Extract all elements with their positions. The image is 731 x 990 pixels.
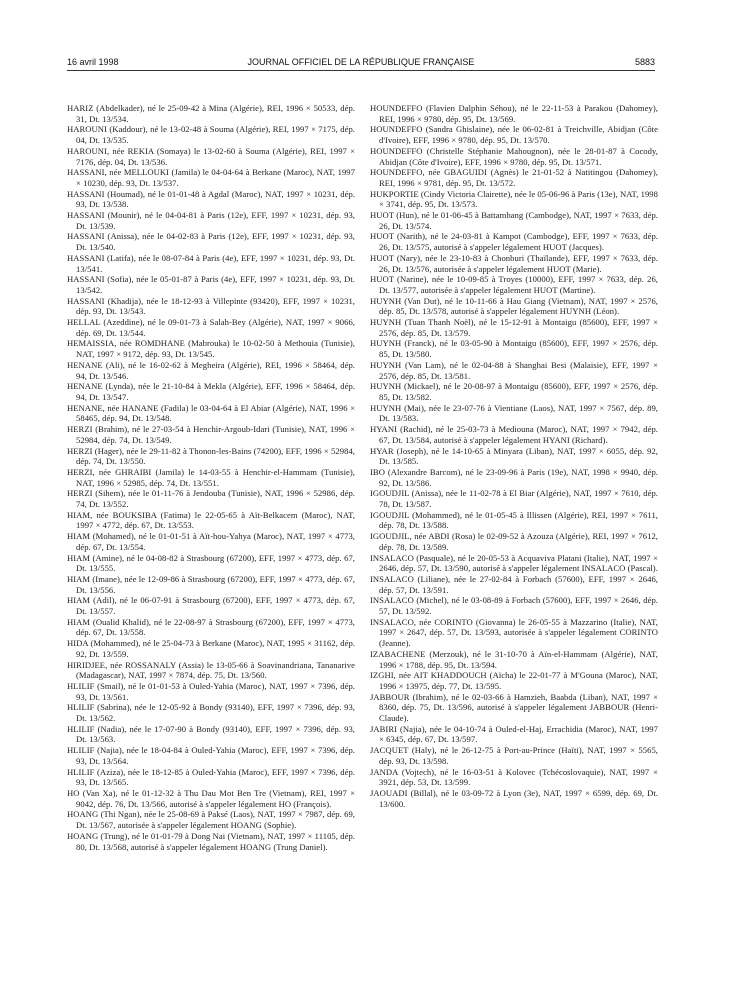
register-entry: JABBOUR (Ibrahim), né le 02-03-66 à Hamzieh, Baabda (Liban), NAT, 1997 × 8360, dép. 75, Dt. 13/596, autorisé à s'appeler légalement JABBOUR (Henri-Claude).	[370, 691, 658, 724]
register-entry: HUYNH (Franck), né le 03-05-90 à Montaigu (85600), EFF, 1997 × 2576, dép. 85, Dt. 13/580.	[370, 338, 658, 360]
register-entry: HUYNH (Tuan Thanh Noël), né le 15-12-91 à Montaigu (85600), EFF, 1997 × 2576, dép. 85, Dt. 13/579.	[370, 317, 658, 338]
register-entry: IGOUDJIL (Mohammed), né le 01-05-45 à Illissen (Algérie), REI, 1997 × 7611, dép. 78, Dt. 13/588.	[370, 509, 658, 531]
register-entry: HUOT (Narine), née le 10-09-85 à Troyes (10000), EFF, 1997 × 7633, dép. 26, Dt. 13/577, autorisée à s'appeler légalement HUOT (Martine).	[370, 274, 658, 295]
register-entry: HOUNDEFFO (Christelle Stéphanie Mahougnon), née le 28-01-87 à Cocody, Abidjan (Côte d'Ivoire), EFF, 1996 × 9780, dép. 95, Dt. 13/571.	[370, 145, 658, 167]
register-entry: HOUNDEFFO (Flavien Dalphin Séhou), né le 22-11-53 à Parakou (Dahomey), REI, 1996 × 9780, dép. 95, Dt. 13/569.	[370, 103, 658, 124]
register-entry: IZABACHENE (Merzouk), né le 31-10-70 à Aïn-el-Hammam (Algérie), NAT, 1996 × 1788, dép. 95, Dt. 13/594.	[370, 648, 658, 670]
register-entry: HOUNDEFFO, née GBAGUIDI (Agnès) le 21-01-52 à Natitingou (Dahomey), REI, 1996 × 9781, dép. 95, Dt. 13/572.	[370, 167, 658, 188]
register-entry: HAROUNI (Kaddour), né le 13-02-48 à Souma (Algérie), REI, 1997 × 7175, dép. 04, Dt. 13/535.	[67, 124, 355, 146]
register-entry: HLILIF (Sabrina), née le 12-05-92 à Bondy (93140), EFF, 1997 × 7396, dép. 93, Dt. 13/562.	[67, 702, 355, 724]
register-entry: HERZI (Hager), née le 29-11-82 à Thonon-les-Bains (74200), EFF, 1996 × 52984, dép. 74, Dt. 13/550.	[67, 445, 355, 467]
header-page-number: 5883	[634, 57, 655, 67]
register-entry: INSALACO (Michel), né le 03-08-89 à Forbach (57600), EFF, 1997 × 2646, dép. 57, Dt. 13/592.	[370, 595, 658, 617]
register-entry: HUKPORTIE (Cindy Victoria Clairette), née le 05-06-96 à Paris (13e), NAT, 1998 × 3741, dép. 95, Dt. 13/573.	[370, 188, 658, 210]
register-entry: HLILIF (Nadia), née le 17-07-90 à Bondy (93140), EFF, 1997 × 7396, dép. 93, Dt. 13/563.	[67, 723, 355, 745]
register-entry: HASSANI, née MELLOUKI (Jamila) le 04-04-64 à Berkane (Maroc), NAT, 1997 × 10230, dép. 93, Dt. 13/537.	[67, 167, 355, 188]
register-entry: HELLAL (Azeddine), né le 09-01-73 à Salah-Bey (Algérie), NAT, 1997 × 9066, dép. 69, Dt. 13/544.	[67, 317, 355, 338]
header-date: 16 avril 1998	[67, 57, 119, 67]
register-entry: HLILIF (Smail), né le 01-01-53 à Ouled-Yahia (Maroc), NAT, 1997 × 7396, dép. 93, Dt. 13/561.	[67, 680, 355, 702]
register-entry: HEMAISSIA, née ROMDHANE (Mabrouka) le 10-02-50 à Methouia (Tunisie), NAT, 1997 × 9172, dép. 93, Dt. 13/545.	[67, 338, 355, 360]
register-entry: HUOT (Hun), né le 01-06-45 à Battambang (Cambodge), NAT, 1997 × 7633, dép. 26, Dt. 13/574.	[370, 210, 658, 231]
register-entry: HUOT (Narith), né le 24-03-81 à Kampot (Cambodge), EFF, 1997 × 7633, dép. 26, Dt. 13/575, autorisé à s'appeler légalement HUOT (Jacques).	[370, 231, 658, 253]
register-entry: HENANE (Ali), né le 16-02-62 à Megheira (Algérie), REI, 1996 × 58464, dép. 94, Dt. 13/546.	[67, 359, 355, 381]
register-entry: JABIRI (Najia), née le 04-10-74 à Ouled-el-Haj, Errachidia (Maroc), NAT, 1997 × 6345, dép. 67, Dt. 13/597.	[370, 723, 658, 745]
register-entry: HASSANI (Mounir), né le 04-04-81 à Paris (12e), EFF, 1997 × 10231, dép. 93, Dt. 13/539.	[67, 210, 355, 231]
register-entry: IBO (Alexandre Barcom), né le 23-09-96 à Paris (19e), NAT, 1998 × 9940, dép. 92, Dt. 13/586.	[370, 466, 658, 488]
register-entry: HASSANI (Sofia), née le 05-01-87 à Paris (4e), EFF, 1997 × 10231, dép. 93, Dt. 13/542.	[67, 274, 355, 295]
header-rule	[67, 70, 655, 71]
header-title: JOURNAL OFFICIEL DE LA RÉPUBLIQUE FRANÇAISE	[247, 57, 475, 67]
register-entry: INSALACO, née CORINTO (Giovanna) le 26-05-55 à Mazzarino (Italie), NAT, 1997 × 2647, dép. 57, Dt. 13/593, autorisée à s'appeler légalement CORINTO (Jeanne).	[370, 616, 658, 649]
register-entry: HIAM (Mohamed), né le 01-01-51 à Aït-hou-Yahya (Maroc), NAT, 1997 × 4773, dép. 67, Dt. 13/554.	[67, 531, 355, 552]
register-entry: HUYNH (Mai), née le 23-07-76 à Vientiane (Laos), NAT, 1997 × 7567, dép. 89, Dt. 13/583.	[370, 402, 658, 424]
register-entry: HERZI (Sihem), née le 01-11-76 à Jendouba (Tunisie), NAT, 1996 × 52986, dép. 74, Dt. 13/552.	[67, 488, 355, 510]
register-entry: HERZI, née GHRAIBI (Jamila) le 14-03-55 à Henchir-el-Hammam (Tunisie), NAT, 1996 × 52985, dép. 74, Dt. 13/551.	[67, 466, 355, 488]
register-entry: HERZI (Brahim), né le 27-03-54 à Henchir-Argoub-Idari (Tunisie), NAT, 1996 × 52984, dép. 74, Dt. 13/549.	[67, 424, 355, 445]
register-entry: HENANE (Lynda), née le 21-10-84 à Mekla (Algérie), EFF, 1996 × 58464, dép. 94, Dt. 13/547.	[67, 381, 355, 402]
register-entry: INSALACO (Pasquale), né le 20-05-53 à Acquaviva Platani (Italie), NAT, 1997 × 2646, dép. 57, Dt. 13/590, autorisé à s'appeler légalement INSALACO (Pascal).	[370, 552, 658, 574]
register-entry: IZGHI, née AIT KHADDOUCH (Aïcha) le 22-01-77 à M'Gouna (Maroc), NAT, 1996 × 13975, dép. 77, Dt. 13/595.	[370, 670, 658, 691]
register-entry: HLILIF (Aziza), née le 18-12-85 à Ouled-Yahia (Maroc), EFF, 1997 × 7396, dép. 93, Dt. 13/565.	[67, 766, 355, 788]
register-entry: JANDA (Vojtech), né le 16-03-51 à Kolovec (Tchécoslovaquie), NAT, 1997 × 3921, dép. 53, Dt. 13/599.	[370, 766, 658, 788]
register-entry: HIRIDJEE, née ROSSANALY (Assia) le 13-05-66 à Soavinandriana, Tananarive (Madagascar), NAT, 1997 × 7874, dép. 75, Dt. 13/560.	[67, 659, 355, 681]
register-entry: HIAM (Amine), né le 04-08-82 à Strasbourg (67200), EFF, 1997 × 4773, dép. 67, Dt. 13/555.	[67, 552, 355, 574]
register-entry: HOANG (Thi Ngan), née le 25-08-69 à Paksé (Laos), NAT, 1997 × 7987, dép. 69, Dt. 13/567, autorisée à s'appeler légalement HOANG (Sophie).	[67, 809, 355, 831]
register-entry: HUYNH (Van Lam), né le 02-04-88 à Shanghai Besi (Malaisie), EFF, 1997 × 2576, dép. 85, Dt. 13/581.	[370, 359, 658, 381]
register-entry: HIAM (Imane), née le 12-09-86 à Strasbourg (67200), EFF, 1997 × 4773, dép. 67, Dt. 13/556.	[67, 573, 355, 595]
register-entry: INSALACO (Liliane), née le 27-02-84 à Forbach (57600), EFF, 1997 × 2646, dép. 57, Dt. 13/591.	[370, 573, 658, 595]
register-entry: IGOUDJIL (Anissa), née le 11-02-78 à El Biar (Algérie), NAT, 1997 × 7610, dép. 78, Dt. 13/587.	[370, 488, 658, 510]
register-entry: HUYNH (Van Dut), né le 10-11-66 à Hau Giang (Vietnam), NAT, 1997 × 2576, dép. 85, Dt. 13/578, autorisé à s'appeler légalement HUYNH (Léon).	[370, 295, 658, 317]
register-entry: HASSANI (Houmad), né le 01-01-48 à Agdal (Maroc), NAT, 1997 × 10231, dép. 93, Dt. 13/538.	[67, 188, 355, 210]
register-entry: HUYNH (Mickael), né le 20-08-97 à Montaigu (85600), EFF, 1997 × 2576, dép. 85, Dt. 13/582.	[370, 381, 658, 402]
register-entry: HUOT (Nary), née le 23-10-83 à Chonburi (Thaïlande), EFF, 1997 × 7633, dép. 26, Dt. 13/576, autorisée à s'appeler légalement HUOT (Marie).	[370, 252, 658, 274]
register-entry: HASSANI (Anissa), née le 04-02-83 à Paris (12e), EFF, 1997 × 10231, dép. 93, Dt. 13/540.	[67, 231, 355, 253]
register-entry: IGOUDJIL, née ABDI (Rosa) le 02-09-52 à Azouza (Algérie), REI, 1997 × 7612, dép. 78, Dt. 13/589.	[370, 531, 658, 552]
register-entry: HASSANI (Latifa), née le 08-07-84 à Paris (4e), EFF, 1997 × 10231, dép. 93, Dt. 13/541.	[67, 252, 355, 274]
register-entry: HAROUNI, née REKIA (Somaya) le 13-02-60 à Souma (Algérie), REI, 1997 × 7176, dép. 04, Dt. 13/536.	[67, 145, 355, 167]
register-entry: HIAM (Adil), né le 06-07-91 à Strasbourg (67200), EFF, 1997 × 4773, dép. 67, Dt. 13/557.	[67, 595, 355, 617]
register-entry: HIAM, née BOUKSIBA (Fatima) le 22-05-65 à Aït-Belkacem (Maroc), NAT, 1997 × 4772, dép. 67, Dt. 13/553.	[67, 509, 355, 531]
register-entry: HYANI (Rachid), né le 25-03-73 à Mediouna (Maroc), NAT, 1997 × 7942, dép. 67, Dt. 13/584, autorisé à s'appeler légalement HYANI (Richard).	[370, 424, 658, 445]
register-entry: HIAM (Oualid Khalid), né le 22-08-97 à Strasbourg (67200), EFF, 1997 × 4773, dép. 67, Dt. 13/558.	[67, 616, 355, 638]
register-entry: HARIZ (Abdelkader), né le 25-09-42 à Mina (Algérie), REI, 1996 × 50533, dép. 31, Dt. 13/534.	[67, 103, 355, 124]
right-column	[370, 103, 658, 809]
register-entry: HENANE, née HANANE (Fadila) le 03-04-64 à El Abiar (Algérie), NAT, 1996 × 58465, dép. 94, Dt. 13/548.	[67, 402, 355, 424]
register-entry: HYAR (Joseph), né le 14-10-65 à Minyara (Liban), NAT, 1997 × 6055, dép. 92, Dt. 13/585.	[370, 445, 658, 467]
register-entry: HOANG (Trung), né le 01-01-79 à Dong Nai (Vietnam), NAT, 1997 × 11105, dép. 80, Dt. 13/568, autorisé à s'appeler légalement HOANG (Trung Daniel).	[67, 830, 355, 852]
page-header	[67, 57, 655, 71]
register-entry: HLILIF (Najia), née le 18-04-84 à Ouled-Yahia (Maroc), EFF, 1997 × 7396, dép. 93, Dt. 13/564.	[67, 745, 355, 766]
register-entry: HASSANI (Khadija), née le 18-12-93 à Villepinte (93420), EFF, 1997 × 10231, dép. 93, Dt. 13/543.	[67, 295, 355, 317]
left-column	[67, 103, 355, 852]
register-entry: JACQUET (Haly), né le 26-12-75 à Port-au-Prince (Haïti), NAT, 1997 × 5565, dép. 93, Dt. 13/598.	[370, 745, 658, 766]
register-entry: HOUNDEFFO (Sandra Ghislaine), née le 06-02-81 à Treichville, Abidjan (Côte d'Ivoire), EFF, 1996 × 9780, dép. 95, Dt. 13/570.	[370, 124, 658, 146]
register-entry: JAOUADI (Billal), né le 03-09-72 à Lyon (3e), NAT, 1997 × 6599, dép. 69, Dt. 13/600.	[370, 788, 658, 809]
register-entry: HIDA (Mohammed), né le 25-04-73 à Berkane (Maroc), NAT, 1995 × 31162, dép. 92, Dt. 13/559.	[67, 638, 355, 659]
register-entry: HO (Van Xa), né le 01-12-32 à Thu Dau Mot Ben Tre (Vietnam), REI, 1997 × 9042, dép. 76, Dt. 13/566, autorisé à s'appeler légalement HO (François).	[67, 788, 355, 809]
